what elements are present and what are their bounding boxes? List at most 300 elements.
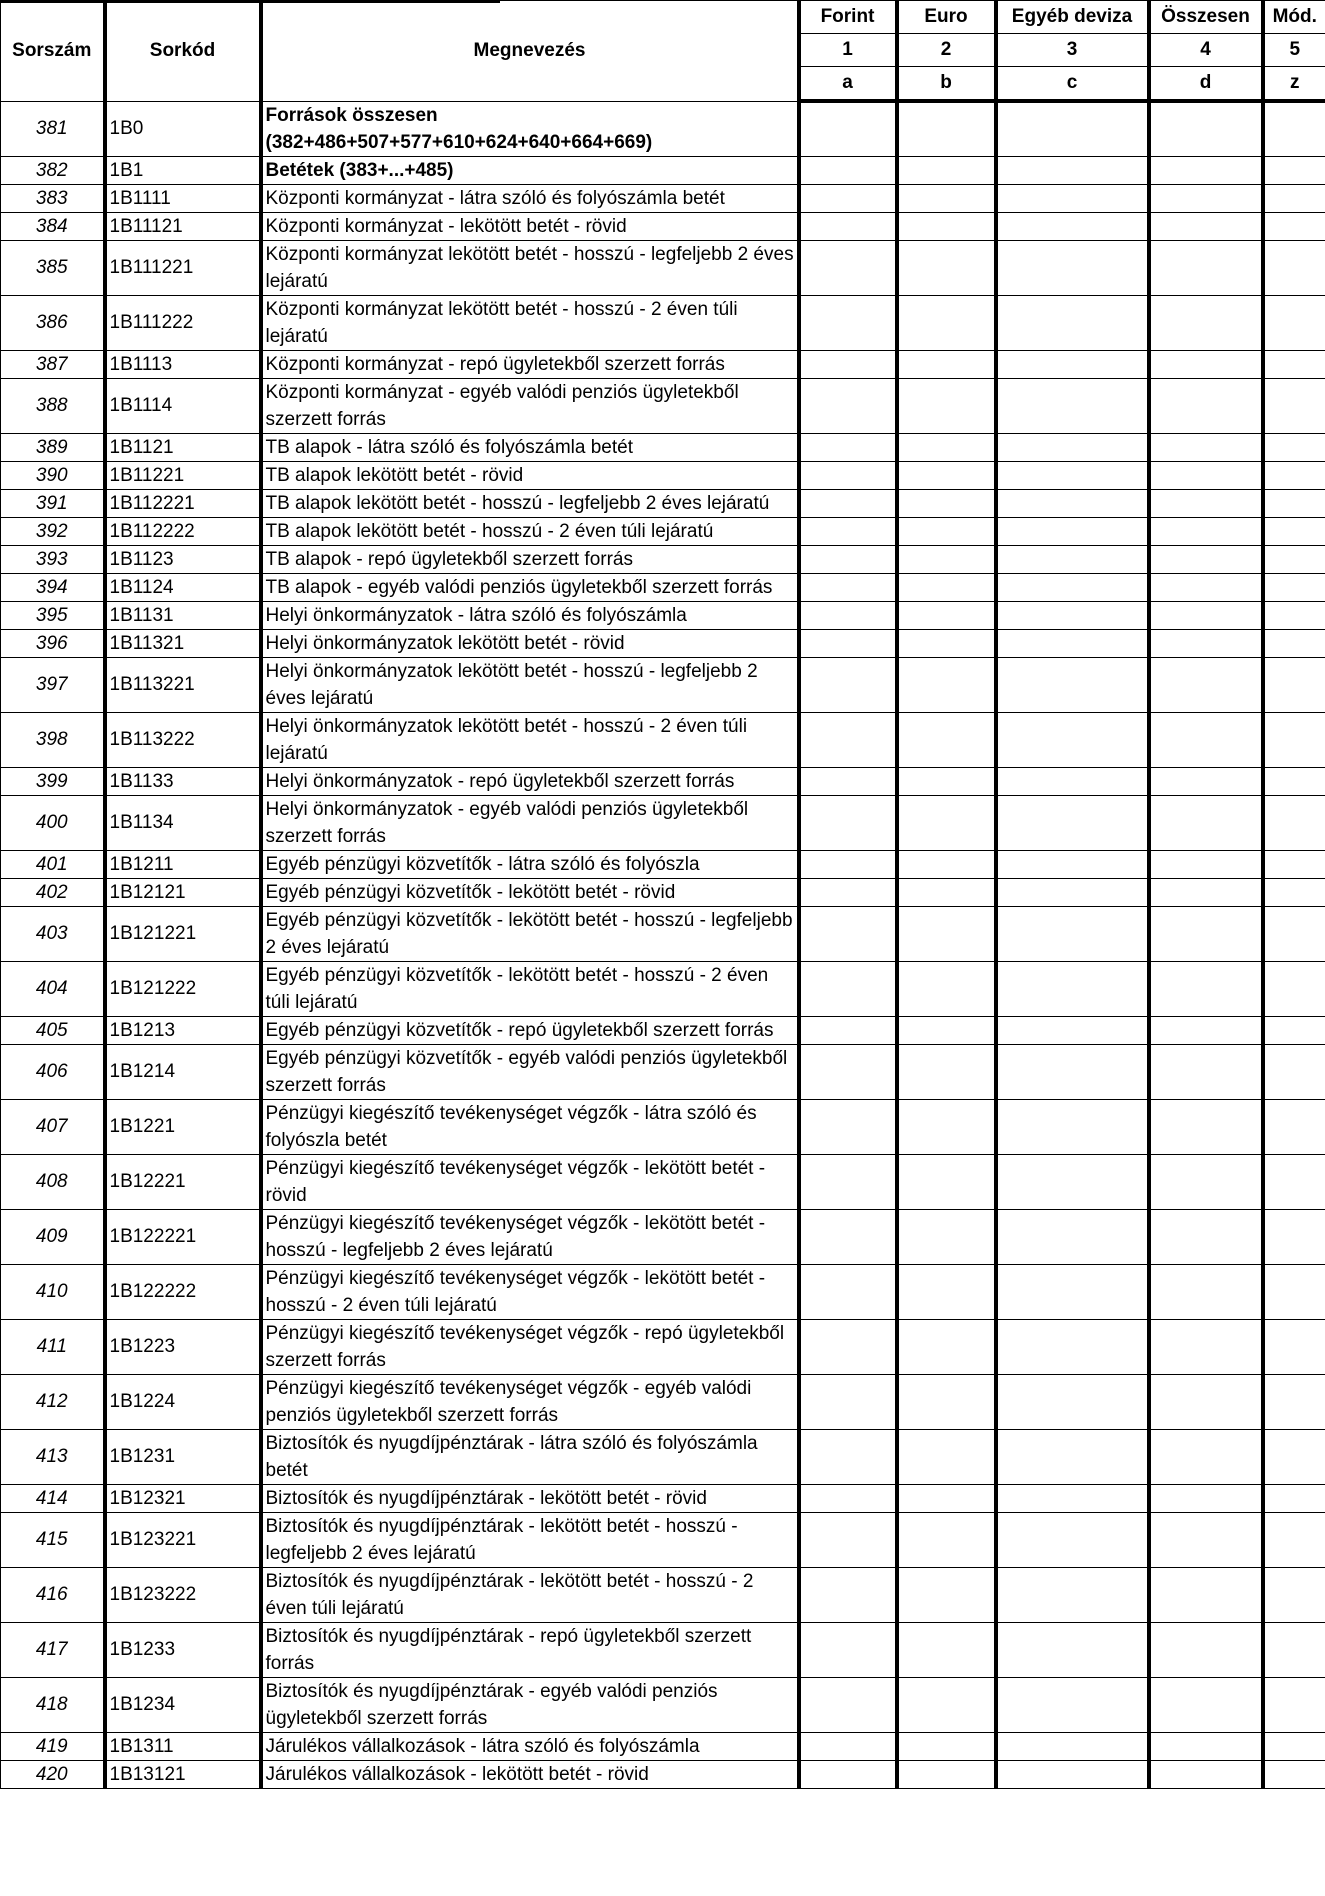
- euro-cell[interactable]: [897, 545, 996, 573]
- row-sorkod: 1B1113: [105, 350, 261, 378]
- forint-cell[interactable]: [799, 517, 897, 545]
- euro-cell[interactable]: [897, 212, 996, 240]
- row-megnevezes: Egyéb pénzügyi közvetítők - lekötött betét - hosszú - 2 éven túli lejáratú: [261, 961, 799, 1016]
- mod-cell[interactable]: [1263, 712, 1325, 767]
- euro-cell[interactable]: [897, 795, 996, 850]
- row-sorszam: 388: [1, 378, 105, 433]
- forint-cell[interactable]: [799, 850, 897, 878]
- egyeb-deviza-cell[interactable]: [996, 712, 1149, 767]
- osszesen-cell[interactable]: [1149, 850, 1263, 878]
- osszesen-cell[interactable]: [1149, 212, 1263, 240]
- row-megnevezes: Biztosítók és nyugdíjpénztárak - lekötött betét - rövid: [261, 1484, 799, 1512]
- forint-cell[interactable]: [799, 350, 897, 378]
- row-sorszam: 417: [1, 1622, 105, 1677]
- row-sorkod: 1B11121: [105, 212, 261, 240]
- row-sorkod: 1B111221: [105, 240, 261, 295]
- euro-cell[interactable]: [897, 378, 996, 433]
- mod-cell[interactable]: [1263, 850, 1325, 878]
- osszesen-cell[interactable]: [1149, 1512, 1263, 1567]
- row-sorkod: 1B111222: [105, 295, 261, 350]
- mod-cell[interactable]: [1263, 1567, 1325, 1622]
- euro-cell[interactable]: [897, 461, 996, 489]
- row-sorkod: 1B1133: [105, 767, 261, 795]
- forint-cell[interactable]: [799, 601, 897, 629]
- osszesen-cell[interactable]: [1149, 1484, 1263, 1512]
- egyeb-deviza-cell[interactable]: [996, 433, 1149, 461]
- row-sorszam: 407: [1, 1099, 105, 1154]
- euro-cell[interactable]: [897, 1374, 996, 1429]
- forint-cell[interactable]: [799, 712, 897, 767]
- egyeb-deviza-cell[interactable]: [996, 156, 1149, 184]
- mod-cell[interactable]: [1263, 878, 1325, 906]
- row-sorkod: 1B1124: [105, 573, 261, 601]
- egyeb-deviza-cell[interactable]: [996, 1677, 1149, 1732]
- row-sorszam: 412: [1, 1374, 105, 1429]
- forint-cell[interactable]: [799, 461, 897, 489]
- mod-cell[interactable]: [1263, 1622, 1325, 1677]
- euro-cell[interactable]: [897, 240, 996, 295]
- table-row: [1, 573, 1325, 601]
- forint-cell[interactable]: [799, 489, 897, 517]
- egyeb-deviza-cell[interactable]: [996, 517, 1149, 545]
- mod-cell[interactable]: [1263, 1264, 1325, 1319]
- row-sorszam: 405: [1, 1016, 105, 1044]
- egyeb-deviza-cell[interactable]: [996, 545, 1149, 573]
- osszesen-cell[interactable]: [1149, 156, 1263, 184]
- row-megnevezes: Központi kormányzat - egyéb valódi penziós ügyletekből szerzett forrás: [261, 378, 799, 433]
- mod-cell[interactable]: [1263, 295, 1325, 350]
- euro-cell[interactable]: [897, 1429, 996, 1484]
- osszesen-cell[interactable]: [1149, 489, 1263, 517]
- mod-cell[interactable]: [1263, 1677, 1325, 1732]
- mod-cell[interactable]: [1263, 378, 1325, 433]
- osszesen-cell[interactable]: [1149, 1760, 1263, 1788]
- euro-cell[interactable]: [897, 1567, 996, 1622]
- table-row: [1, 1732, 1325, 1760]
- row-sorszam: 392: [1, 517, 105, 545]
- euro-cell[interactable]: [897, 1264, 996, 1319]
- euro-cell[interactable]: [897, 906, 996, 961]
- row-sorszam: 383: [1, 184, 105, 212]
- egyeb-deviza-cell[interactable]: [996, 101, 1149, 156]
- row-sorszam: 418: [1, 1677, 105, 1732]
- euro-cell[interactable]: [897, 101, 996, 156]
- osszesen-cell[interactable]: [1149, 1016, 1263, 1044]
- row-megnevezes: Egyéb pénzügyi közvetítők - egyéb valódi penziós ügyletekből szerzett forrás: [261, 1044, 799, 1099]
- row-sorkod: 1B1233: [105, 1622, 261, 1677]
- euro-cell[interactable]: [897, 1484, 996, 1512]
- row-sorszam: 400: [1, 795, 105, 850]
- forint-cell[interactable]: [799, 1099, 897, 1154]
- egyeb-deviza-cell[interactable]: [996, 1512, 1149, 1567]
- row-megnevezes: Biztosítók és nyugdíjpénztárak - lekötött betét - hosszú - 2 éven túli lejáratú: [261, 1567, 799, 1622]
- forint-cell[interactable]: [799, 878, 897, 906]
- row-megnevezes: Pénzügyi kiegészítő tevékenységet végzők - lekötött betét - hosszú - 2 éven túli lejáratú: [261, 1264, 799, 1319]
- osszesen-cell[interactable]: [1149, 378, 1263, 433]
- egyeb-deviza-cell[interactable]: [996, 1264, 1149, 1319]
- osszesen-cell[interactable]: [1149, 795, 1263, 850]
- header-col-num: 5: [1263, 34, 1325, 67]
- euro-cell[interactable]: [897, 629, 996, 657]
- euro-cell[interactable]: [897, 184, 996, 212]
- egyeb-deviza-cell[interactable]: [996, 295, 1149, 350]
- euro-cell[interactable]: [897, 1099, 996, 1154]
- forint-cell[interactable]: [799, 101, 897, 156]
- forint-cell[interactable]: [799, 1319, 897, 1374]
- mod-cell[interactable]: [1263, 1732, 1325, 1760]
- row-sorszam: 413: [1, 1429, 105, 1484]
- mod-cell[interactable]: [1263, 350, 1325, 378]
- row-sorkod: 1B1214: [105, 1044, 261, 1099]
- row-sorszam: 411: [1, 1319, 105, 1374]
- mod-cell[interactable]: [1263, 1209, 1325, 1264]
- osszesen-cell[interactable]: [1149, 545, 1263, 573]
- osszesen-cell[interactable]: [1149, 433, 1263, 461]
- forint-cell[interactable]: [799, 212, 897, 240]
- table-row: [1, 878, 1325, 906]
- table-row: [1, 1760, 1325, 1788]
- osszesen-cell[interactable]: [1149, 878, 1263, 906]
- mod-cell[interactable]: [1263, 601, 1325, 629]
- egyeb-deviza-cell[interactable]: [996, 601, 1149, 629]
- mod-cell[interactable]: [1263, 1374, 1325, 1429]
- row-megnevezes: Központi kormányzat lekötött betét - hosszú - 2 éven túli lejáratú: [261, 295, 799, 350]
- euro-cell[interactable]: [897, 1760, 996, 1788]
- osszesen-cell[interactable]: [1149, 1374, 1263, 1429]
- row-megnevezes: Központi kormányzat lekötött betét - hosszú - legfeljebb 2 éves lejáratú: [261, 240, 799, 295]
- row-sorkod: 1B12321: [105, 1484, 261, 1512]
- row-megnevezes: Egyéb pénzügyi közvetítők - lekötött betét - rövid: [261, 878, 799, 906]
- egyeb-deviza-cell[interactable]: [996, 795, 1149, 850]
- egyeb-deviza-cell[interactable]: [996, 657, 1149, 712]
- mod-cell[interactable]: [1263, 1484, 1325, 1512]
- forint-cell[interactable]: [799, 767, 897, 795]
- egyeb-deviza-cell[interactable]: [996, 212, 1149, 240]
- osszesen-cell[interactable]: [1149, 101, 1263, 156]
- mod-cell[interactable]: [1263, 101, 1325, 156]
- row-sorszam: 409: [1, 1209, 105, 1264]
- osszesen-cell[interactable]: [1149, 1622, 1263, 1677]
- mod-cell[interactable]: [1263, 1154, 1325, 1209]
- table-row: [1, 795, 1325, 850]
- euro-cell[interactable]: [897, 1154, 996, 1209]
- egyeb-deviza-cell[interactable]: [996, 1044, 1149, 1099]
- row-megnevezes: Központi kormányzat - repó ügyletekből szerzett forrás: [261, 350, 799, 378]
- table-row: [1, 240, 1325, 295]
- egyeb-deviza-cell[interactable]: [996, 850, 1149, 878]
- euro-cell[interactable]: [897, 1044, 996, 1099]
- forint-cell[interactable]: [799, 1374, 897, 1429]
- forint-cell[interactable]: [799, 1512, 897, 1567]
- row-megnevezes: Egyéb pénzügyi közvetítők - repó ügyletekből szerzett forrás: [261, 1016, 799, 1044]
- osszesen-cell[interactable]: [1149, 1732, 1263, 1760]
- euro-cell[interactable]: [897, 350, 996, 378]
- osszesen-cell[interactable]: [1149, 184, 1263, 212]
- egyeb-deviza-cell[interactable]: [996, 1099, 1149, 1154]
- table-row: [1, 961, 1325, 1016]
- row-megnevezes: Járulékos vállalkozások - lekötött betét - rövid: [261, 1760, 799, 1788]
- forint-cell[interactable]: [799, 629, 897, 657]
- row-sorszam: 408: [1, 1154, 105, 1209]
- mod-cell[interactable]: [1263, 240, 1325, 295]
- mod-cell[interactable]: [1263, 961, 1325, 1016]
- table-body: [1, 101, 1325, 1788]
- osszesen-cell[interactable]: [1149, 1154, 1263, 1209]
- header-col-title: Forint: [799, 1, 897, 34]
- mod-cell[interactable]: [1263, 1319, 1325, 1374]
- forint-cell[interactable]: [799, 240, 897, 295]
- egyeb-deviza-cell[interactable]: [996, 1374, 1149, 1429]
- egyeb-deviza-cell[interactable]: [996, 1732, 1149, 1760]
- row-sorkod: 1B1: [105, 156, 261, 184]
- egyeb-deviza-cell[interactable]: [996, 961, 1149, 1016]
- row-sorkod: 1B121221: [105, 906, 261, 961]
- mod-cell[interactable]: [1263, 1512, 1325, 1567]
- header-col-num: 4: [1149, 34, 1263, 67]
- egyeb-deviza-cell[interactable]: [996, 461, 1149, 489]
- euro-cell[interactable]: [897, 601, 996, 629]
- euro-cell[interactable]: [897, 1209, 996, 1264]
- euro-cell[interactable]: [897, 1732, 996, 1760]
- egyeb-deviza-cell[interactable]: [996, 1484, 1149, 1512]
- mod-cell[interactable]: [1263, 184, 1325, 212]
- osszesen-cell[interactable]: [1149, 1429, 1263, 1484]
- egyeb-deviza-cell[interactable]: [996, 573, 1149, 601]
- row-sorszam: 414: [1, 1484, 105, 1512]
- header-col-num: 1: [799, 34, 897, 67]
- row-megnevezes: Pénzügyi kiegészítő tevékenységet végzők - lekötött betét - rövid: [261, 1154, 799, 1209]
- egyeb-deviza-cell[interactable]: [996, 878, 1149, 906]
- euro-cell[interactable]: [897, 1622, 996, 1677]
- egyeb-deviza-cell[interactable]: [996, 1429, 1149, 1484]
- row-megnevezes: Egyéb pénzügyi közvetítők - lekötött betét - hosszú - legfeljebb 2 éves lejáratú: [261, 906, 799, 961]
- row-sorszam: 410: [1, 1264, 105, 1319]
- mod-cell[interactable]: [1263, 1099, 1325, 1154]
- forint-cell[interactable]: [799, 1760, 897, 1788]
- row-sorszam: 381: [1, 101, 105, 156]
- table-row: [1, 1264, 1325, 1319]
- row-sorszam: 386: [1, 295, 105, 350]
- euro-cell[interactable]: [897, 517, 996, 545]
- mod-cell[interactable]: [1263, 489, 1325, 517]
- table-row: [1, 601, 1325, 629]
- mod-cell[interactable]: [1263, 767, 1325, 795]
- table-row: [1, 212, 1325, 240]
- egyeb-deviza-cell[interactable]: [996, 184, 1149, 212]
- row-sorkod: 1B1311: [105, 1732, 261, 1760]
- forint-cell[interactable]: [799, 184, 897, 212]
- table-row: [1, 906, 1325, 961]
- euro-cell[interactable]: [897, 657, 996, 712]
- row-sorszam: 420: [1, 1760, 105, 1788]
- forint-cell[interactable]: [799, 573, 897, 601]
- osszesen-cell[interactable]: [1149, 240, 1263, 295]
- forint-cell[interactable]: [799, 1732, 897, 1760]
- row-sorkod: 1B12221: [105, 1154, 261, 1209]
- egyeb-deviza-cell[interactable]: [996, 1760, 1149, 1788]
- euro-cell[interactable]: [897, 1512, 996, 1567]
- egyeb-deviza-cell[interactable]: [996, 1319, 1149, 1374]
- mod-cell[interactable]: [1263, 1760, 1325, 1788]
- egyeb-deviza-cell[interactable]: [996, 1016, 1149, 1044]
- row-megnevezes: Központi kormányzat - lekötött betét - rövid: [261, 212, 799, 240]
- osszesen-cell[interactable]: [1149, 601, 1263, 629]
- forint-cell[interactable]: [799, 657, 897, 712]
- osszesen-cell[interactable]: [1149, 350, 1263, 378]
- forint-cell[interactable]: [799, 1567, 897, 1622]
- row-sorkod: 1B122222: [105, 1264, 261, 1319]
- osszesen-cell[interactable]: [1149, 961, 1263, 1016]
- egyeb-deviza-cell[interactable]: [996, 767, 1149, 795]
- forint-cell[interactable]: [799, 1154, 897, 1209]
- euro-cell[interactable]: [897, 961, 996, 1016]
- forint-cell[interactable]: [799, 1677, 897, 1732]
- row-sorszam: 387: [1, 350, 105, 378]
- mod-cell[interactable]: [1263, 906, 1325, 961]
- forint-cell[interactable]: [799, 295, 897, 350]
- row-sorkod: 1B113221: [105, 657, 261, 712]
- row-sorkod: 1B112221: [105, 489, 261, 517]
- row-megnevezes: Biztosítók és nyugdíjpénztárak - repó ügyletekből szerzett forrás: [261, 1622, 799, 1677]
- euro-cell[interactable]: [897, 878, 996, 906]
- row-megnevezes: Helyi önkormányzatok lekötött betét - hosszú - legfeljebb 2 éves lejáratú: [261, 657, 799, 712]
- table-row: [1, 1484, 1325, 1512]
- header-col-letter: z: [1263, 67, 1325, 102]
- mod-cell[interactable]: [1263, 433, 1325, 461]
- egyeb-deviza-cell[interactable]: [996, 629, 1149, 657]
- osszesen-cell[interactable]: [1149, 1209, 1263, 1264]
- mod-cell[interactable]: [1263, 517, 1325, 545]
- forint-cell[interactable]: [799, 378, 897, 433]
- table-row: [1, 850, 1325, 878]
- forint-cell[interactable]: [799, 1209, 897, 1264]
- header-col-title: Összesen: [1149, 1, 1263, 34]
- mod-cell[interactable]: [1263, 1044, 1325, 1099]
- row-sorkod: 1B11221: [105, 461, 261, 489]
- table-row: [1, 1622, 1325, 1677]
- table-row: [1, 184, 1325, 212]
- row-megnevezes: Pénzügyi kiegészítő tevékenységet végzők - lekötött betét - hosszú - legfeljebb 2 éves lejáratú: [261, 1209, 799, 1264]
- mod-cell[interactable]: [1263, 1016, 1325, 1044]
- osszesen-cell[interactable]: [1149, 517, 1263, 545]
- forint-cell[interactable]: [799, 433, 897, 461]
- egyeb-deviza-cell[interactable]: [996, 378, 1149, 433]
- row-sorszam: 394: [1, 573, 105, 601]
- euro-cell[interactable]: [897, 489, 996, 517]
- osszesen-cell[interactable]: [1149, 629, 1263, 657]
- row-sorkod: 1B1221: [105, 1099, 261, 1154]
- row-sorszam: 415: [1, 1512, 105, 1567]
- row-sorkod: 1B1121: [105, 433, 261, 461]
- mod-cell[interactable]: [1263, 461, 1325, 489]
- row-sorkod: 1B1234: [105, 1677, 261, 1732]
- row-megnevezes: Helyi önkormányzatok lekötött betét - rövid: [261, 629, 799, 657]
- table-row: [1, 461, 1325, 489]
- euro-cell[interactable]: [897, 156, 996, 184]
- osszesen-cell[interactable]: [1149, 295, 1263, 350]
- mod-cell[interactable]: [1263, 545, 1325, 573]
- euro-cell[interactable]: [897, 712, 996, 767]
- row-sorkod: 1B13121: [105, 1760, 261, 1788]
- euro-cell[interactable]: [897, 767, 996, 795]
- table-row: [1, 1677, 1325, 1732]
- osszesen-cell[interactable]: [1149, 461, 1263, 489]
- mod-cell[interactable]: [1263, 212, 1325, 240]
- row-sorszam: 401: [1, 850, 105, 878]
- row-sorkod: 1B1114: [105, 378, 261, 433]
- mod-cell[interactable]: [1263, 156, 1325, 184]
- mod-cell[interactable]: [1263, 573, 1325, 601]
- forint-cell[interactable]: [799, 545, 897, 573]
- forint-cell[interactable]: [799, 906, 897, 961]
- euro-cell[interactable]: [897, 1016, 996, 1044]
- osszesen-cell[interactable]: [1149, 906, 1263, 961]
- osszesen-cell[interactable]: [1149, 1099, 1263, 1154]
- egyeb-deviza-cell[interactable]: [996, 240, 1149, 295]
- header-col-title: Euro: [897, 1, 996, 34]
- mod-cell[interactable]: [1263, 629, 1325, 657]
- table-row: [1, 1154, 1325, 1209]
- forint-cell[interactable]: [799, 1484, 897, 1512]
- osszesen-cell[interactable]: [1149, 1567, 1263, 1622]
- table-row: [1, 1099, 1325, 1154]
- osszesen-cell[interactable]: [1149, 573, 1263, 601]
- forint-cell[interactable]: [799, 1622, 897, 1677]
- egyeb-deviza-cell[interactable]: [996, 1622, 1149, 1677]
- mod-cell[interactable]: [1263, 657, 1325, 712]
- row-megnevezes: Helyi önkormányzatok - repó ügyletekből szerzett forrás: [261, 767, 799, 795]
- egyeb-deviza-cell[interactable]: [996, 489, 1149, 517]
- row-sorszam: 416: [1, 1567, 105, 1622]
- forint-cell[interactable]: [799, 156, 897, 184]
- row-megnevezes: Források összesen (382+486+507+577+610+624+640+664+669): [261, 101, 799, 156]
- osszesen-cell[interactable]: [1149, 1677, 1263, 1732]
- osszesen-cell[interactable]: [1149, 712, 1263, 767]
- forint-cell[interactable]: [799, 795, 897, 850]
- row-sorszam: 403: [1, 906, 105, 961]
- osszesen-cell[interactable]: [1149, 767, 1263, 795]
- euro-cell[interactable]: [897, 1677, 996, 1732]
- euro-cell[interactable]: [897, 433, 996, 461]
- forint-cell[interactable]: [799, 961, 897, 1016]
- row-megnevezes: TB alapok lekötött betét - hosszú - legfeljebb 2 éves lejáratú: [261, 489, 799, 517]
- row-sorkod: 1B123222: [105, 1567, 261, 1622]
- osszesen-cell[interactable]: [1149, 1319, 1263, 1374]
- osszesen-cell[interactable]: [1149, 657, 1263, 712]
- egyeb-deviza-cell[interactable]: [996, 1567, 1149, 1622]
- egyeb-deviza-cell[interactable]: [996, 350, 1149, 378]
- mod-cell[interactable]: [1263, 795, 1325, 850]
- egyeb-deviza-cell[interactable]: [996, 906, 1149, 961]
- euro-cell[interactable]: [897, 295, 996, 350]
- forint-cell[interactable]: [799, 1429, 897, 1484]
- forint-cell[interactable]: [799, 1016, 897, 1044]
- row-sorszam: 395: [1, 601, 105, 629]
- mod-cell[interactable]: [1263, 1429, 1325, 1484]
- row-megnevezes: Pénzügyi kiegészítő tevékenységet végzők - egyéb valódi penziós ügyletekből szerzett forrás: [261, 1374, 799, 1429]
- forint-cell[interactable]: [799, 1264, 897, 1319]
- euro-cell[interactable]: [897, 850, 996, 878]
- osszesen-cell[interactable]: [1149, 1044, 1263, 1099]
- euro-cell[interactable]: [897, 573, 996, 601]
- egyeb-deviza-cell[interactable]: [996, 1154, 1149, 1209]
- euro-cell[interactable]: [897, 1319, 996, 1374]
- egyeb-deviza-cell[interactable]: [996, 1209, 1149, 1264]
- forint-cell[interactable]: [799, 1044, 897, 1099]
- osszesen-cell[interactable]: [1149, 1264, 1263, 1319]
- row-sorszam: 385: [1, 240, 105, 295]
- row-sorszam: 382: [1, 156, 105, 184]
